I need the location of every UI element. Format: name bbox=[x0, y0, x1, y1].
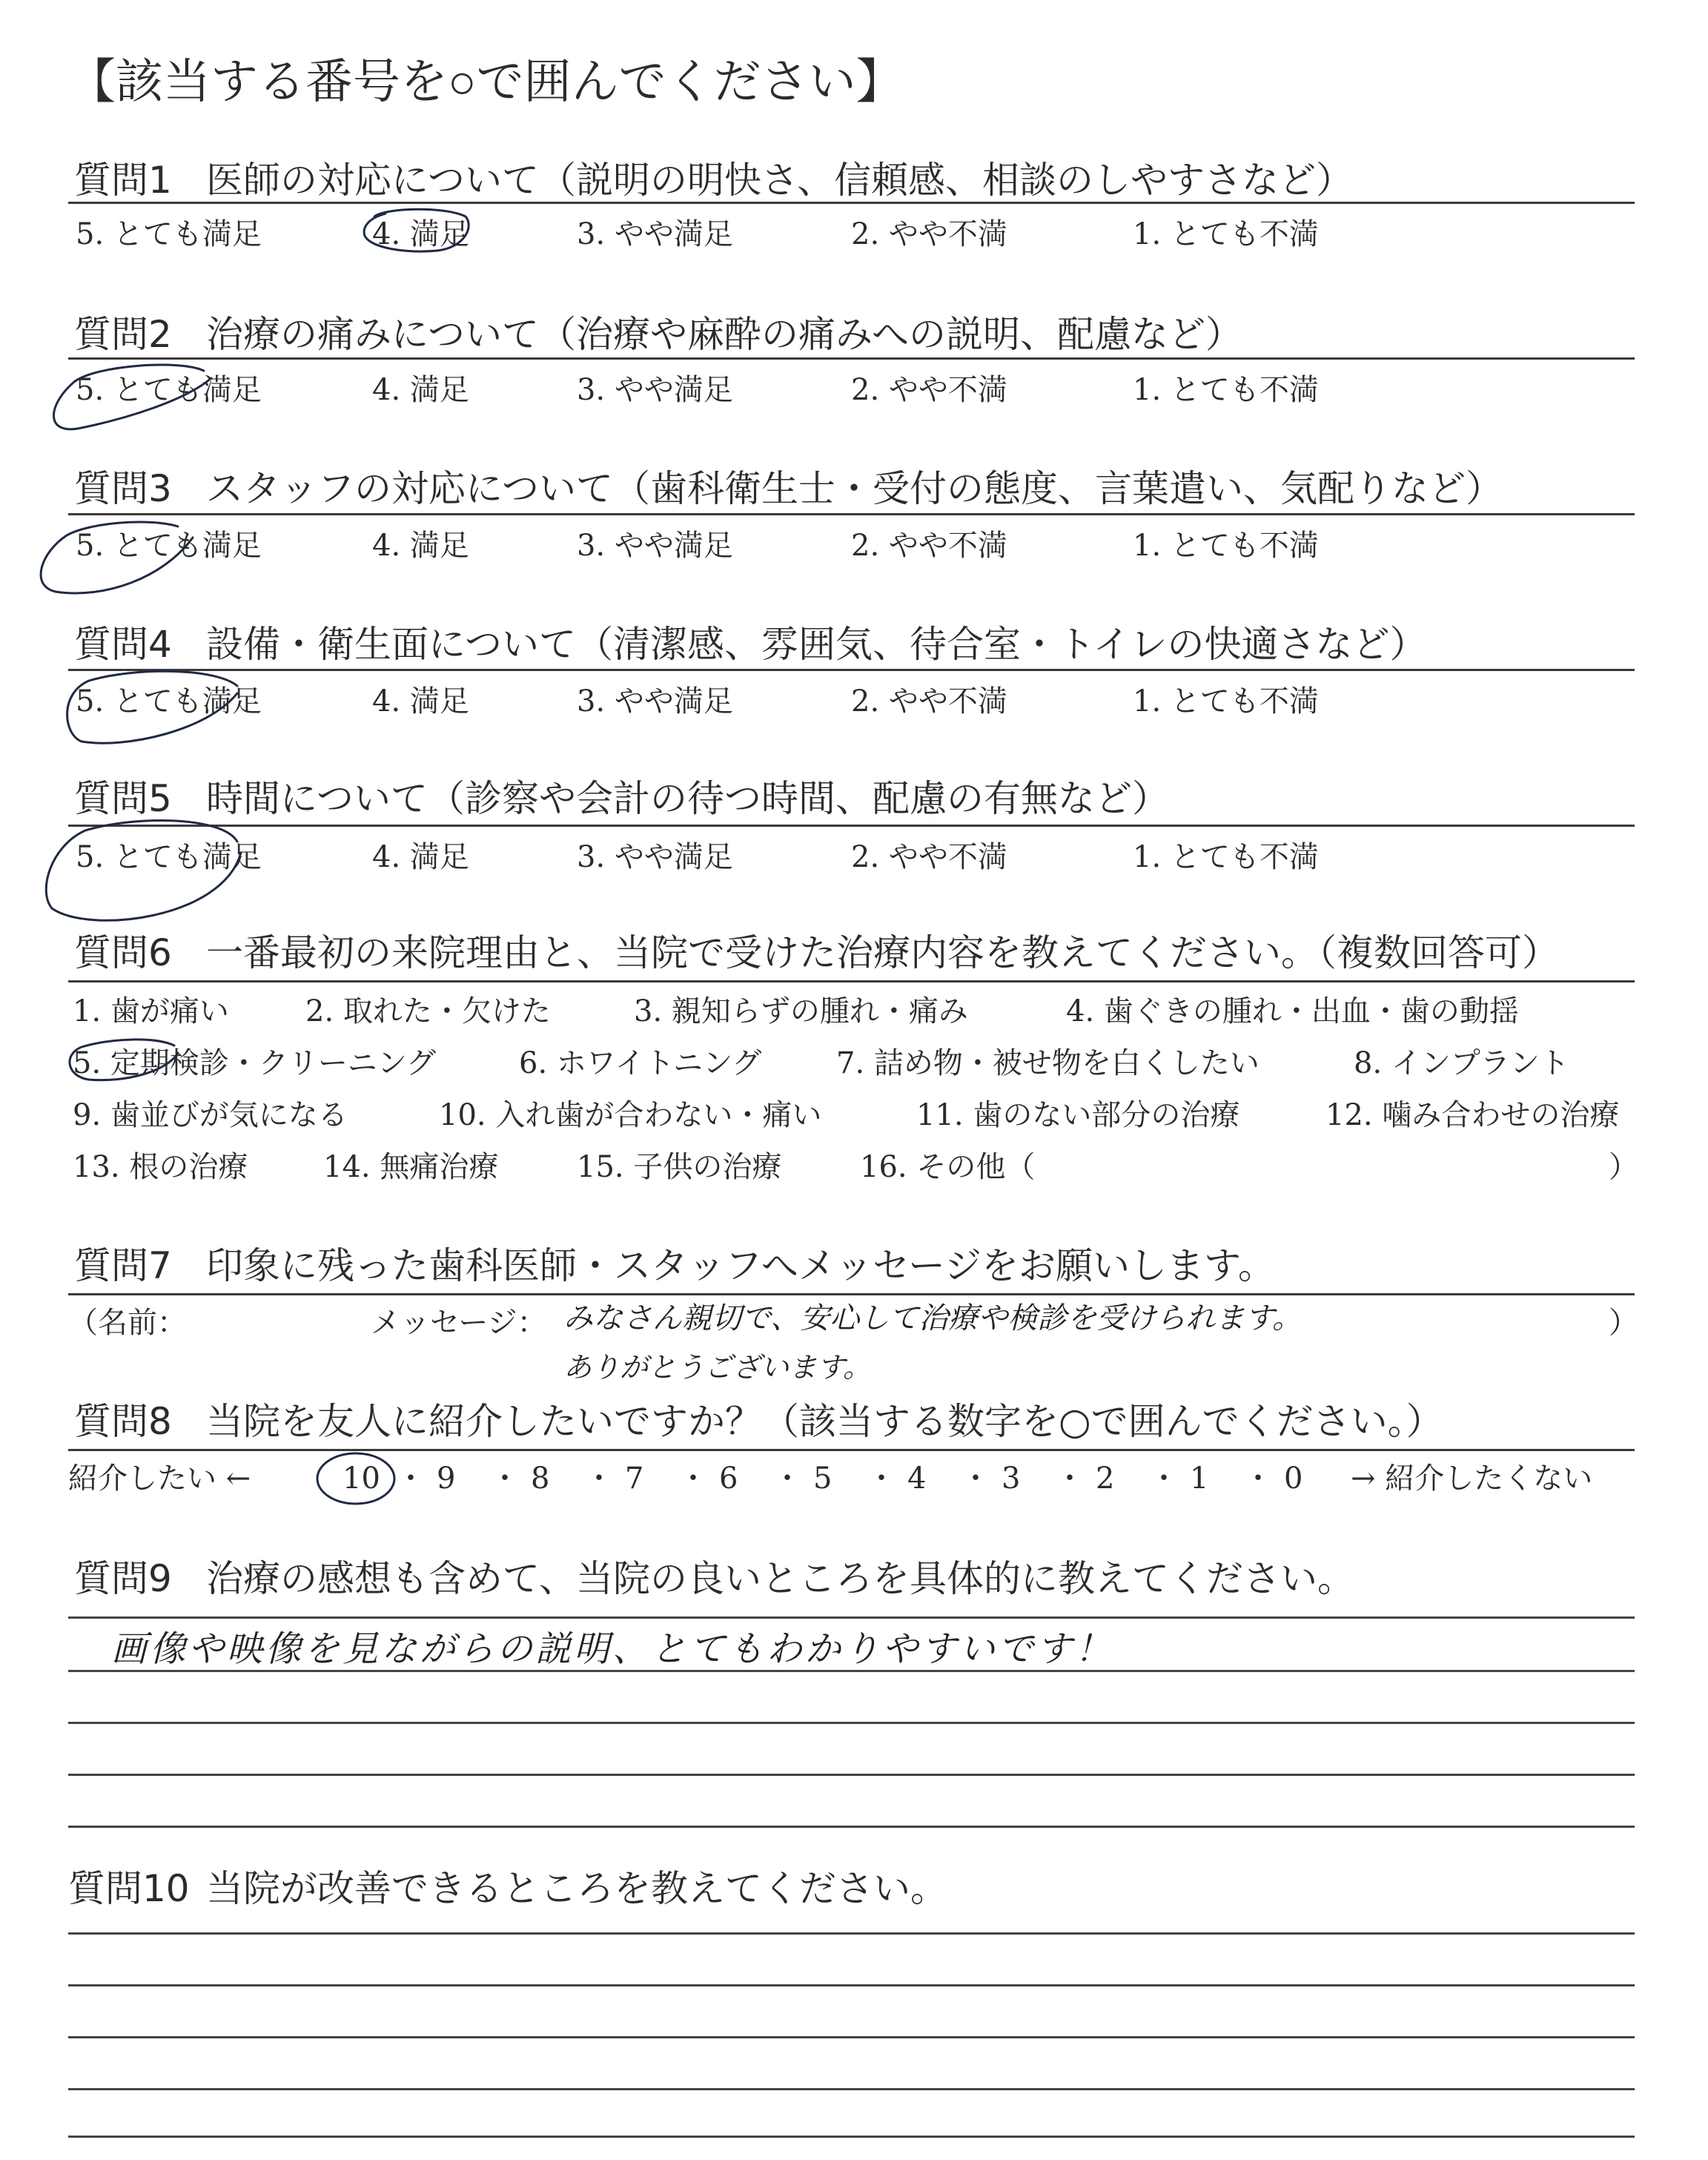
score-separator: ・ bbox=[1243, 1462, 1273, 1496]
question-1-rule bbox=[68, 202, 1635, 204]
recommend-score-8[interactable]: 8 bbox=[531, 1462, 550, 1496]
q5-option-2[interactable]: 2. やや不満 bbox=[851, 840, 1007, 874]
question-2-text: 治療の痛みについて（治療や麻酔の痛みへの説明、配慮など） bbox=[206, 313, 1242, 356]
question-6-rule bbox=[68, 980, 1635, 982]
q9-write-line bbox=[68, 1722, 1635, 1724]
question-3-rule bbox=[68, 513, 1635, 515]
q6-option-2[interactable]: 2. 取れた・欠けた bbox=[305, 994, 551, 1028]
q9-write-line bbox=[68, 1670, 1635, 1672]
name-label: （名前： bbox=[68, 1306, 187, 1340]
score-separator: ・ bbox=[678, 1462, 708, 1496]
q2-option-2[interactable]: 2. やや不満 bbox=[851, 373, 1007, 407]
q2-option-5[interactable]: 5. とても満足 bbox=[76, 373, 262, 407]
message-line-2[interactable]: ありがとうございます。 bbox=[563, 1351, 871, 1384]
q6-option-12[interactable]: 12. 噛み合わせの治療 bbox=[1325, 1098, 1620, 1132]
score-separator: ・ bbox=[396, 1462, 426, 1496]
q9-answer[interactable]: 画像や映像を見ながらの説明、とてもわかりやすいです！ bbox=[111, 1628, 1114, 1670]
q6-option-3[interactable]: 3. 親知らずの腫れ・痛み bbox=[634, 994, 968, 1028]
question-1-text: 医師の対応について（説明の明快さ、信頼感、相談のしやすさなど） bbox=[206, 159, 1353, 202]
question-8-label: 質問8 bbox=[74, 1400, 172, 1443]
question-1-label: 質問1 bbox=[74, 159, 172, 202]
recommend-score-3[interactable]: 3 bbox=[1002, 1462, 1021, 1496]
question-5-label: 質問5 bbox=[74, 777, 172, 820]
question-2-rule bbox=[68, 357, 1635, 360]
q10-write-line bbox=[68, 2088, 1635, 2090]
q6-option-15[interactable]: 15. 子供の治療 bbox=[577, 1150, 782, 1184]
q5-option-1[interactable]: 1. とても不満 bbox=[1133, 840, 1319, 874]
recommend-score-2[interactable]: 2 bbox=[1096, 1462, 1115, 1496]
question-5-text: 時間について（診察や会計の待つ時間、配慮の有無など） bbox=[206, 777, 1169, 820]
q1-option-2[interactable]: 2. やや不満 bbox=[851, 217, 1007, 251]
q2-option-4[interactable]: 4. 満足 bbox=[372, 373, 469, 407]
question-3-text: スタッフの対応について（歯科衛生士・受付の態度、言葉遣い、気配りなど） bbox=[206, 467, 1503, 510]
score-separator: ・ bbox=[584, 1462, 614, 1496]
q1-option-4[interactable]: 4. 満足 bbox=[372, 217, 469, 251]
page-title: 【該当する番号を○で囲んでください】 bbox=[68, 55, 904, 110]
q10-write-line bbox=[68, 2036, 1635, 2038]
q5-option-5[interactable]: 5. とても満足 bbox=[76, 840, 262, 874]
recommend-score-5[interactable]: 5 bbox=[813, 1462, 833, 1496]
question-10-text: 当院が改善できるところを教えてください。 bbox=[206, 1867, 947, 1910]
q2-option-3[interactable]: 3. やや満足 bbox=[577, 373, 733, 407]
recommend-score-0[interactable]: 0 bbox=[1284, 1462, 1303, 1496]
q10-write-line bbox=[68, 1932, 1635, 1935]
q6-option-9[interactable]: 9. 歯並びが気になる bbox=[73, 1098, 348, 1132]
question-6-label: 質問6 bbox=[74, 931, 172, 974]
question-10-label: 質問10 bbox=[68, 1867, 190, 1910]
score-separator: ・ bbox=[961, 1462, 990, 1496]
question-7-text: 印象に残った歯科医師・スタッフへメッセージをお願いします。 bbox=[206, 1244, 1275, 1287]
q4-option-2[interactable]: 2. やや不満 bbox=[851, 684, 1007, 719]
q3-option-4[interactable]: 4. 満足 bbox=[372, 529, 469, 563]
score-separator: ・ bbox=[1055, 1462, 1085, 1496]
q4-option-1[interactable]: 1. とても不満 bbox=[1133, 684, 1319, 719]
q4-option-3[interactable]: 3. やや満足 bbox=[577, 684, 733, 719]
q1-option-1[interactable]: 1. とても不満 bbox=[1133, 217, 1319, 251]
q1-option-3[interactable]: 3. やや満足 bbox=[577, 217, 733, 251]
message-label: メッセージ： bbox=[371, 1306, 547, 1340]
recommend-score-6[interactable]: 6 bbox=[719, 1462, 738, 1496]
q6-option-8[interactable]: 8. インプラント bbox=[1354, 1046, 1569, 1080]
question-9-text: 治療の感想も含めて、当院の良いところを具体的に教えてください。 bbox=[206, 1557, 1354, 1600]
q5-option-3[interactable]: 3. やや満足 bbox=[577, 840, 733, 874]
recommend-score-9[interactable]: 9 bbox=[437, 1462, 456, 1496]
q9-write-line bbox=[68, 1774, 1635, 1776]
q6-close-paren: ） bbox=[1609, 1150, 1638, 1184]
q3-option-3[interactable]: 3. やや満足 bbox=[577, 529, 733, 563]
q10-write-line bbox=[68, 1984, 1635, 1986]
q1-option-5[interactable]: 5. とても満足 bbox=[76, 217, 262, 251]
score-separator: ・ bbox=[490, 1462, 520, 1496]
question-7-label: 質問7 bbox=[74, 1244, 172, 1287]
q9-write-line bbox=[68, 1826, 1635, 1828]
q3-option-1[interactable]: 1. とても不満 bbox=[1133, 529, 1319, 563]
recommend-score-4[interactable]: 4 bbox=[907, 1462, 927, 1496]
recommend-left-label: 紹介したい ← bbox=[68, 1462, 251, 1496]
message-line-1[interactable]: みなさん親切で、安心して治療や検診を受けられます。 bbox=[563, 1301, 1302, 1335]
question-5-rule bbox=[68, 825, 1635, 827]
recommend-score-10[interactable]: 10 bbox=[342, 1462, 380, 1496]
question-2-label: 質問2 bbox=[74, 313, 172, 356]
q3-option-5[interactable]: 5. とても満足 bbox=[76, 529, 262, 563]
question-6-text: 一番最初の来院理由と、当院で受けた治療内容を教えてください。（複数回答可） bbox=[206, 931, 1559, 974]
q5-option-4[interactable]: 4. 満足 bbox=[372, 840, 469, 874]
q10-write-line bbox=[68, 2136, 1635, 2138]
q6-option-16[interactable]: 16. その他（ bbox=[860, 1150, 1036, 1184]
q4-option-5[interactable]: 5. とても満足 bbox=[76, 684, 262, 719]
score-separator: ・ bbox=[1149, 1462, 1179, 1496]
recommend-score-7[interactable]: 7 bbox=[625, 1462, 644, 1496]
score-separator: ・ bbox=[772, 1462, 802, 1496]
q6-option-1[interactable]: 1. 歯が痛い bbox=[73, 994, 229, 1028]
question-7-rule bbox=[68, 1293, 1635, 1295]
q6-option-4[interactable]: 4. 歯ぐきの腫れ・出血・歯の動揺 bbox=[1066, 994, 1519, 1028]
question-9-label: 質問9 bbox=[74, 1557, 172, 1600]
question-3-label: 質問3 bbox=[74, 467, 172, 510]
q2-option-1[interactable]: 1. とても不満 bbox=[1133, 373, 1319, 407]
q7-close-paren: ） bbox=[1609, 1306, 1638, 1340]
q6-option-14[interactable]: 14. 無痛治療 bbox=[323, 1150, 499, 1184]
recommend-score-1[interactable]: 1 bbox=[1190, 1462, 1209, 1496]
q6-option-7[interactable]: 7. 詰め物・被せ物を白くしたい bbox=[836, 1046, 1260, 1080]
q6-option-13[interactable]: 13. 根の治療 bbox=[73, 1150, 248, 1184]
question-4-text: 設備・衛生面について（清潔感、雰囲気、待合室・トイレの快適さなど） bbox=[206, 623, 1427, 666]
q6-option-5[interactable]: 5. 定期検診・クリーニング bbox=[73, 1046, 437, 1080]
question-8-rule bbox=[68, 1449, 1635, 1451]
q4-option-4[interactable]: 4. 満足 bbox=[372, 684, 469, 719]
q6-option-11[interactable]: 11. 歯のない部分の治療 bbox=[916, 1098, 1240, 1132]
q3-option-2[interactable]: 2. やや不満 bbox=[851, 529, 1007, 563]
question-8-text: 当院を友人に紹介したいですか？（該当する数字を○で囲んでください。） bbox=[206, 1400, 1443, 1443]
score-separator: ・ bbox=[867, 1462, 896, 1496]
question-4-rule bbox=[68, 669, 1635, 671]
question-4-label: 質問4 bbox=[74, 623, 172, 666]
q9-write-line bbox=[68, 1616, 1635, 1619]
recommend-right-label: → 紹介したくない bbox=[1351, 1462, 1593, 1496]
q6-option-6[interactable]: 6. ホワイトニング bbox=[519, 1046, 762, 1080]
q6-option-10[interactable]: 10. 入れ歯が合わない・痛い bbox=[439, 1098, 822, 1132]
